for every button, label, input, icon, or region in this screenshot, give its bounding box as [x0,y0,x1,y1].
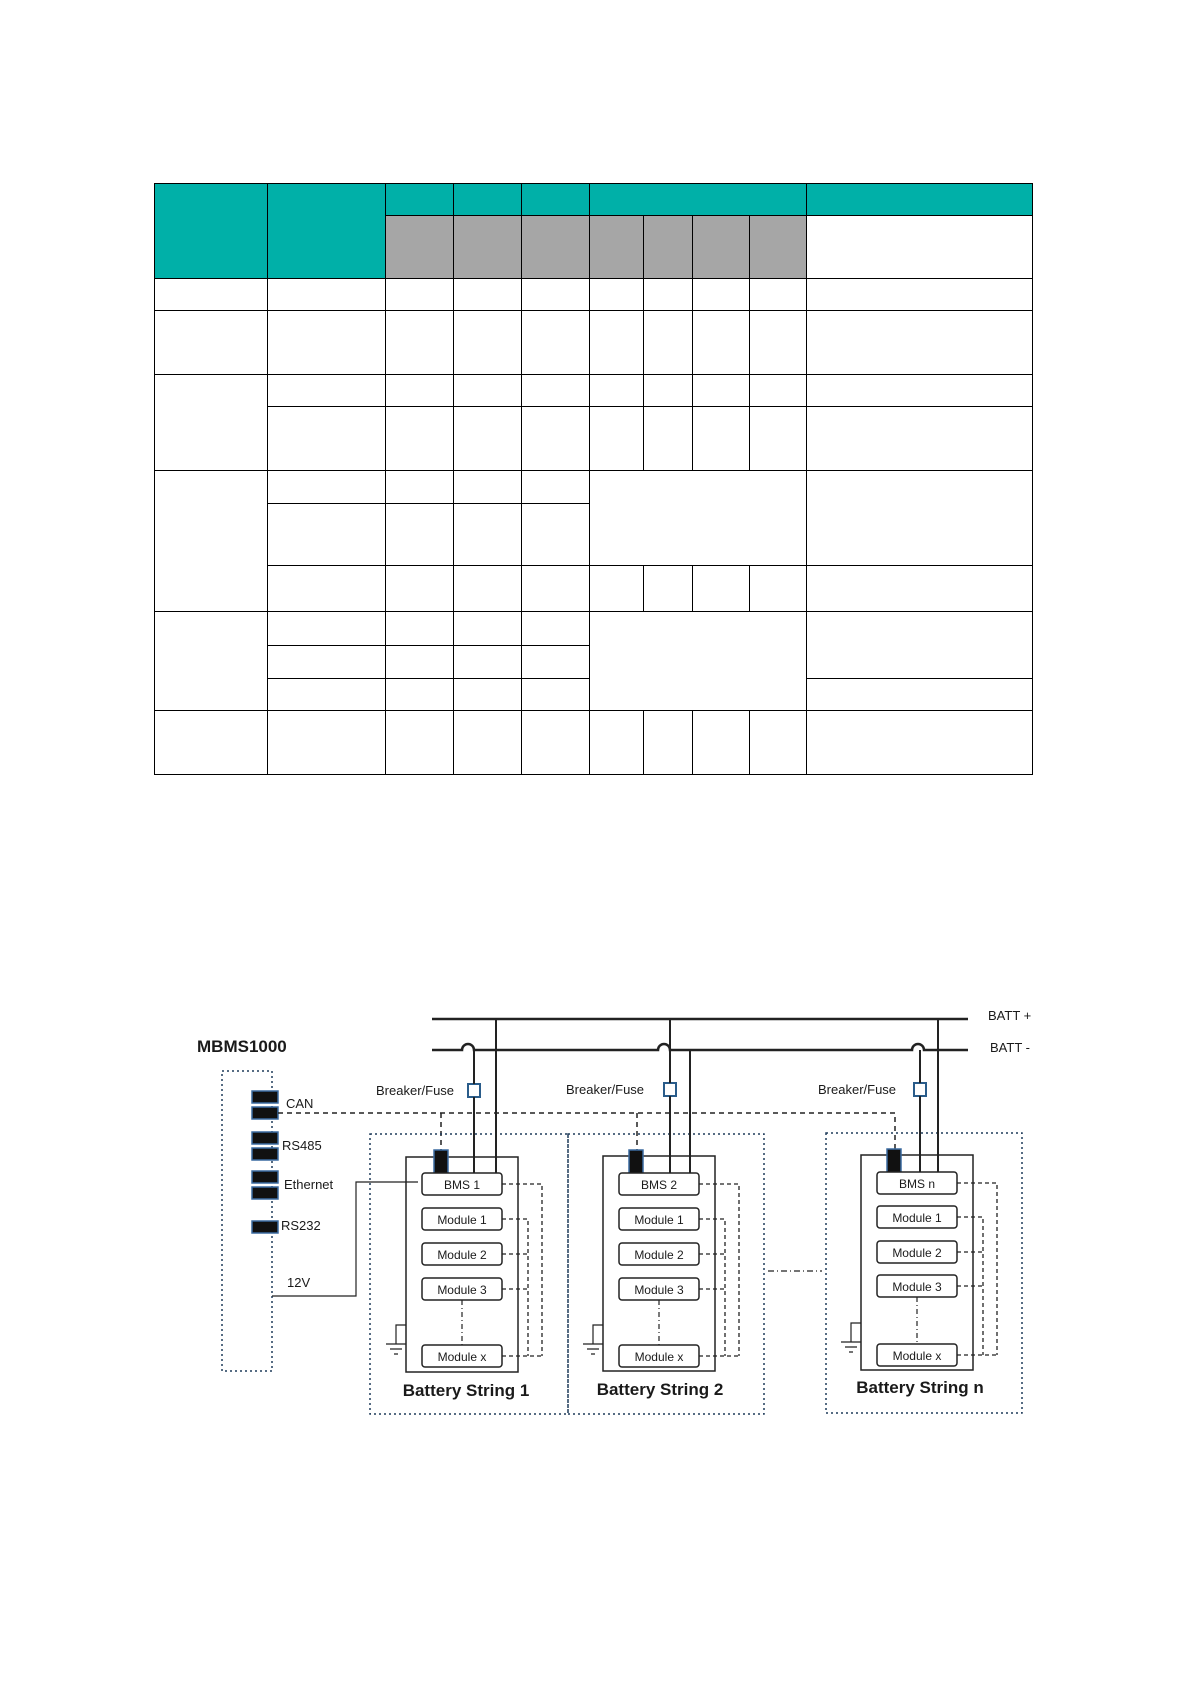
table-cell [522,471,590,504]
table-cell [386,679,454,711]
table-cell [268,711,386,775]
ground-icon [386,1325,406,1354]
table-header-cell [454,184,522,216]
table-header-cell [155,184,268,279]
port-can-label: CAN [286,1096,314,1111]
battery-wiring-diagram [0,960,1191,1440]
table-cell [522,279,590,311]
port-ethernet [252,1171,334,1199]
controller-title: MBMS1000 [197,1037,287,1056]
table-row [155,471,1033,504]
port-can [252,1091,313,1119]
table-cell [155,711,268,775]
table-cell [454,711,522,775]
table-cell [590,407,644,471]
table-cell [155,471,268,612]
table-row [155,711,1033,775]
table-cell [590,612,807,711]
table-cell [454,679,522,711]
bms-can-port [434,1150,448,1176]
table-cell [644,279,693,311]
table-cell [268,566,386,612]
module-label: Module 2 [634,1248,684,1262]
battery-string-1 [370,1019,568,1414]
table-cell [750,311,807,375]
spec-table [154,183,1033,775]
table-cell [522,566,590,612]
ground-icon [841,1323,861,1352]
table-cell [522,311,590,375]
breaker-label: Breaker/Fuse [566,1082,645,1097]
table-subheader-cell [750,216,807,279]
battery-string-2 [566,1019,764,1414]
module-label: Module x [437,1350,487,1364]
table-cell [644,711,693,775]
port-rs232-label: RS232 [281,1218,321,1233]
table-cell [454,471,522,504]
table-cell [522,375,590,407]
table-cell [386,566,454,612]
table-cell [155,612,268,711]
bms-label: BMS n [898,1177,936,1191]
table-cell [590,566,644,612]
bus-positive-label: BATT + [988,1008,1032,1023]
table-header-cell [268,184,386,279]
table-cell [386,311,454,375]
table-header-cell [807,184,1033,216]
bus-negative-label: BATT - [990,1040,1030,1055]
table-cell [386,279,454,311]
table-cell [386,375,454,407]
table-cell [807,375,1033,407]
module-label: Module 1 [892,1211,942,1225]
table-subheader-cell [644,216,693,279]
port-rs485 [252,1132,322,1160]
table-cell [522,504,590,566]
table-cell [386,612,454,646]
table-cell [454,279,522,311]
dc-bus [432,1019,968,1050]
port-rs485-label: RS485 [282,1138,322,1153]
table-cell [386,504,454,566]
table-cell [522,407,590,471]
table-cell [268,279,386,311]
table-row [155,375,1033,407]
bms-can-port [887,1149,901,1175]
table-cell [386,711,454,775]
table-cell [807,279,1033,311]
table-cell [693,279,750,311]
table-row [155,612,1033,646]
table-cell [155,279,268,311]
table-cell [807,407,1033,471]
table-header-cell [590,184,807,216]
table-subheader-cell [590,216,644,279]
table-cell [454,612,522,646]
port-ethernet-label: Ethernet [284,1177,334,1192]
table-cell [386,407,454,471]
table-header-cell [807,216,1033,279]
module-label: Module 3 [892,1280,942,1294]
string-title: Battery String 2 [596,1380,724,1399]
table-cell [644,375,693,407]
table-cell [522,711,590,775]
table-cell [386,471,454,504]
table-cell [807,566,1033,612]
table-cell [268,679,386,711]
bms-label: BMS 1 [443,1178,481,1192]
table-cell [807,311,1033,375]
port-rs232 [252,1218,321,1233]
table-cell [268,407,386,471]
table-header-cell [386,184,454,216]
table-cell [807,711,1033,775]
table-cell [522,612,590,646]
table-cell [268,646,386,679]
table-cell [454,566,522,612]
table-row [155,184,1033,216]
battery-string-n [818,1019,1022,1413]
table-row [155,279,1033,311]
table-cell [693,711,750,775]
breaker-fuse-icon [468,1084,480,1097]
breaker-fuse-icon [914,1083,926,1096]
table-cell [522,679,590,711]
table-cell [807,471,1033,566]
table-cell [268,311,386,375]
string-title: Battery String n [856,1378,984,1397]
table-cell [454,407,522,471]
table-cell [268,471,386,504]
module-label: Module x [634,1350,684,1364]
table-cell [386,646,454,679]
table-cell [590,311,644,375]
table-cell [454,646,522,679]
table-cell [155,311,268,375]
table-cell [522,646,590,679]
module-label: Module 1 [437,1213,487,1227]
module-label: Module 2 [437,1248,487,1262]
table-cell [807,612,1033,679]
table-cell [693,566,750,612]
ground-icon [583,1325,603,1354]
bms-label: BMS 2 [640,1178,678,1192]
table-row [155,311,1033,375]
power-label: 12V [287,1275,311,1290]
table-subheader-cell [693,216,750,279]
table-cell [644,311,693,375]
table-cell [750,566,807,612]
can-bus-line [278,1113,895,1151]
table-subheader-cell [454,216,522,279]
breaker-label: Breaker/Fuse [376,1083,455,1098]
table-cell [155,375,268,471]
table-cell [750,375,807,407]
table-cell [268,504,386,566]
module-label: Module 2 [892,1246,942,1260]
table-header-cell [522,184,590,216]
table-subheader-cell [522,216,590,279]
breaker-label: Breaker/Fuse [818,1082,897,1097]
table-cell [644,407,693,471]
table-cell [750,279,807,311]
table-cell [693,407,750,471]
bms-can-port [629,1150,643,1176]
table-cell [693,375,750,407]
table-cell [590,711,644,775]
table-cell [454,311,522,375]
table-cell [644,566,693,612]
table-cell [268,375,386,407]
module-label: Module x [892,1349,942,1363]
table-cell [750,407,807,471]
table-cell [750,711,807,775]
table-cell [454,375,522,407]
table-cell [590,471,807,566]
table-cell [590,375,644,407]
module-label: Module 3 [437,1283,487,1297]
table-cell [590,279,644,311]
table-cell [454,504,522,566]
string-title: Battery String 1 [402,1381,530,1400]
table-subheader-cell [386,216,454,279]
table-cell [693,311,750,375]
breaker-fuse-icon [664,1083,676,1096]
module-label: Module 3 [634,1283,684,1297]
table-row [155,407,1033,471]
table-row [155,566,1033,612]
module-label: Module 1 [634,1213,684,1227]
table-cell [807,679,1033,711]
table-cell [268,612,386,646]
